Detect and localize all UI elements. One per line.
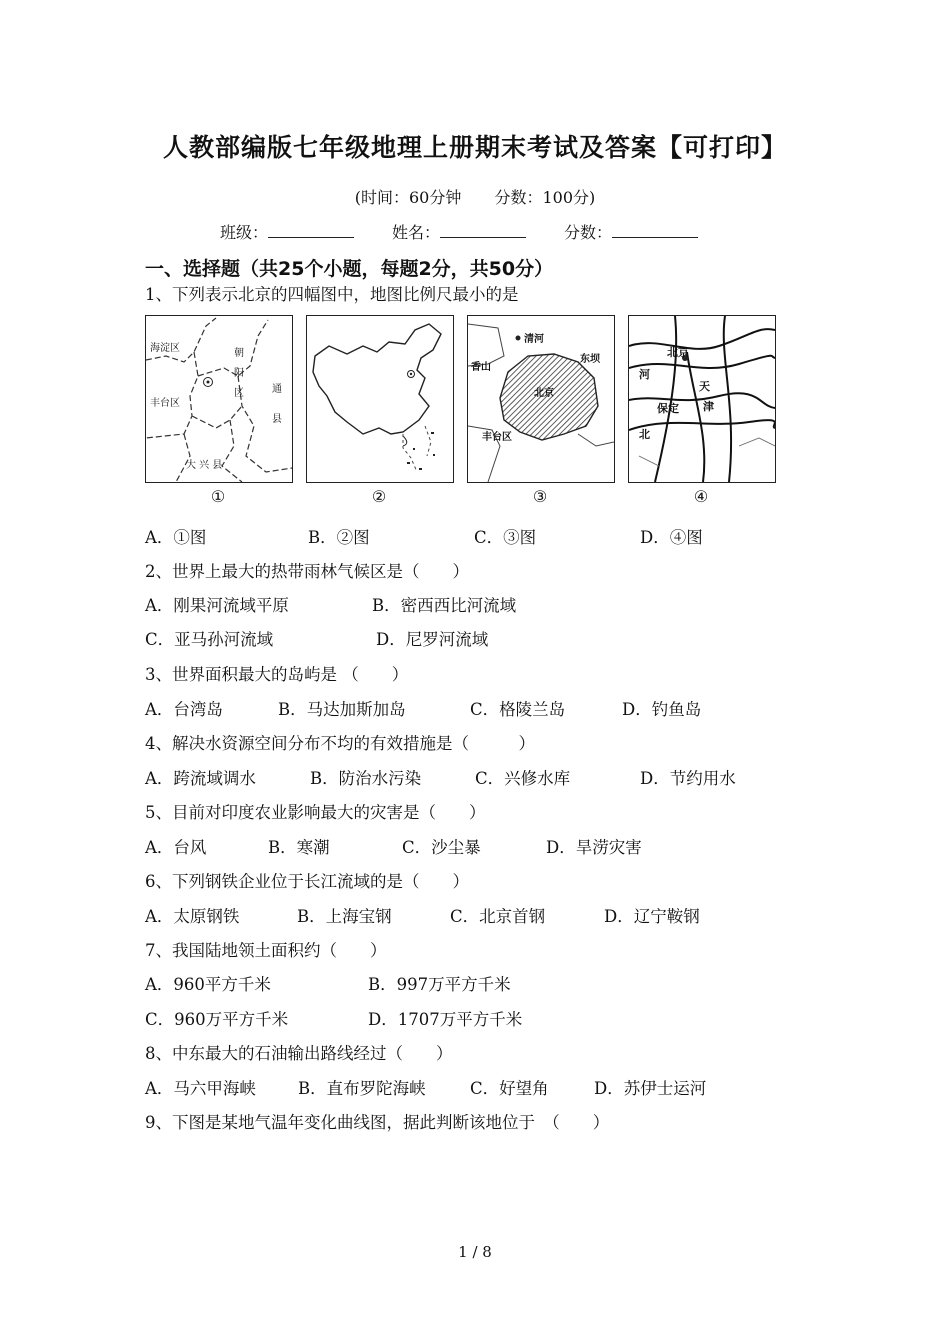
exam-meta bbox=[0, 185, 950, 208]
question-stem: 8、中东最大的石油输出路线经过（ ） bbox=[145, 1044, 453, 1063]
option-d[interactable]: D．尼罗河流域 bbox=[376, 630, 489, 649]
map-3-label: 丰台区 bbox=[482, 432, 512, 443]
option-d[interactable]: D．④图 bbox=[640, 528, 703, 547]
option-d[interactable]: D．辽宁鞍钢 bbox=[604, 907, 700, 926]
map-3-label: 清河 bbox=[524, 334, 544, 345]
option-b[interactable]: B．密西西比河流域 bbox=[372, 596, 517, 615]
map-1-label: 丰台区 bbox=[150, 398, 180, 409]
map-2-drawing bbox=[307, 316, 453, 482]
class-field bbox=[220, 220, 354, 243]
question-stem: 2、世界上最大的热带雨林气候区是（ ） bbox=[145, 562, 469, 581]
score-label: 分数： bbox=[564, 223, 613, 242]
option-a[interactable]: A．960平方千米 bbox=[145, 975, 271, 994]
student-info bbox=[220, 220, 736, 243]
option-d[interactable]: D．苏伊士运河 bbox=[594, 1079, 707, 1098]
map-3-label: 香山 bbox=[471, 362, 491, 373]
option-c[interactable]: C．960万平方千米 bbox=[145, 1010, 289, 1029]
option-d[interactable]: D．1707万平方千米 bbox=[368, 1010, 523, 1029]
option-d[interactable]: D．钓鱼岛 bbox=[622, 700, 702, 719]
map-2 bbox=[306, 315, 454, 483]
map-1-label: 朝 bbox=[234, 348, 244, 359]
map-4-label: 北京 bbox=[667, 346, 689, 359]
map-4-label: 河 bbox=[639, 368, 650, 381]
option-c[interactable]: C．北京首钢 bbox=[450, 907, 546, 926]
option-b[interactable]: B．防治水污染 bbox=[310, 769, 422, 788]
option-a[interactable]: A．跨流域调水 bbox=[145, 769, 256, 788]
map-1-caption: ① bbox=[210, 487, 226, 506]
name-field bbox=[392, 220, 526, 243]
question-stem: 7、我国陆地领土面积约（ ） bbox=[145, 941, 387, 960]
class-label: 班级： bbox=[220, 223, 269, 242]
map-4 bbox=[628, 315, 776, 483]
option-a[interactable]: A．马六甲海峡 bbox=[145, 1079, 256, 1098]
map-1-label: 大 兴 县 bbox=[186, 460, 223, 471]
map-4-label: 天 bbox=[699, 380, 710, 393]
beijing-maps bbox=[145, 315, 775, 510]
map-4-caption: ④ bbox=[693, 487, 709, 506]
question-stem: 5、目前对印度农业影响最大的灾害是（ ） bbox=[145, 803, 486, 822]
option-c[interactable]: C．亚马孙河流域 bbox=[145, 630, 274, 649]
option-c[interactable]: C．③图 bbox=[474, 528, 537, 547]
question-stem: 9、下图是某地气温年变化曲线图，据此判断该地位于 （ ） bbox=[145, 1113, 610, 1132]
name-blank[interactable] bbox=[440, 223, 526, 238]
map-4-label: 保定 bbox=[657, 402, 679, 415]
class-blank[interactable] bbox=[268, 223, 354, 238]
map-4-drawing bbox=[629, 316, 775, 482]
option-c[interactable]: C．沙尘暴 bbox=[402, 838, 481, 857]
option-b[interactable]: B．直布罗陀海峡 bbox=[298, 1079, 426, 1098]
option-a[interactable]: A．刚果河流域平原 bbox=[145, 596, 289, 615]
map-4-label: 北 bbox=[639, 428, 650, 441]
option-a[interactable]: A．①图 bbox=[145, 528, 207, 547]
map-2-caption: ② bbox=[371, 487, 387, 506]
option-b[interactable]: B．997万平方千米 bbox=[368, 975, 511, 994]
map-1-label: 阳 bbox=[234, 368, 244, 379]
map-3-drawing bbox=[468, 316, 614, 482]
exam-total-score: 分数：100分) bbox=[494, 188, 596, 207]
exam-time: (时间：60分钟 bbox=[354, 188, 462, 207]
map-3 bbox=[467, 315, 615, 483]
question-stem: 3、世界面积最大的岛屿是 （ ） bbox=[145, 665, 409, 684]
exam-title: 人教部编版七年级地理上册期末考试及答案【可打印】 bbox=[162, 133, 787, 162]
option-c[interactable]: C．好望角 bbox=[470, 1079, 549, 1098]
name-label: 姓名： bbox=[392, 223, 441, 242]
option-a[interactable]: A．台风 bbox=[145, 838, 207, 857]
question-stem: 4、解决水资源空间分布不均的有效措施是（ ） bbox=[145, 734, 535, 753]
map-1-label: 通 bbox=[272, 384, 282, 395]
map-3-label: 东坝 bbox=[580, 354, 600, 365]
map-3-caption: ③ bbox=[532, 487, 548, 506]
option-a[interactable]: A．太原钢铁 bbox=[145, 907, 240, 926]
option-c[interactable]: C．兴修水库 bbox=[475, 769, 571, 788]
map-1-label: 县 bbox=[272, 414, 282, 425]
option-b[interactable]: B．寒潮 bbox=[268, 838, 330, 857]
question-stem: 6、下列钢铁企业位于长江流域的是（ ） bbox=[145, 872, 469, 891]
map-1-label: 区 bbox=[234, 388, 244, 399]
option-c[interactable]: C．格陵兰岛 bbox=[470, 700, 566, 719]
option-d[interactable]: D．节约用水 bbox=[640, 769, 736, 788]
map-1 bbox=[145, 315, 293, 483]
page-number: 1 / 8 bbox=[458, 1243, 492, 1261]
map-1-label: 海淀区 bbox=[150, 343, 180, 354]
option-b[interactable]: B．②图 bbox=[308, 528, 370, 547]
question-stem: 1、下列表示北京的四幅图中，地图比例尺最小的是 bbox=[145, 285, 519, 304]
map-4-label: 津 bbox=[703, 400, 714, 413]
map-1-drawing bbox=[146, 316, 292, 482]
score-blank[interactable] bbox=[612, 223, 698, 238]
option-d[interactable]: D．旱涝灾害 bbox=[546, 838, 642, 857]
option-b[interactable]: B．上海宝钢 bbox=[297, 907, 392, 926]
section-heading: 一、选择题（共25个小题，每题2分，共50分） bbox=[145, 258, 554, 280]
map-3-label: 北京 bbox=[534, 388, 554, 399]
option-a[interactable]: A．台湾岛 bbox=[145, 700, 223, 719]
score-field bbox=[564, 220, 698, 243]
option-b[interactable]: B．马达加斯加岛 bbox=[278, 700, 406, 719]
